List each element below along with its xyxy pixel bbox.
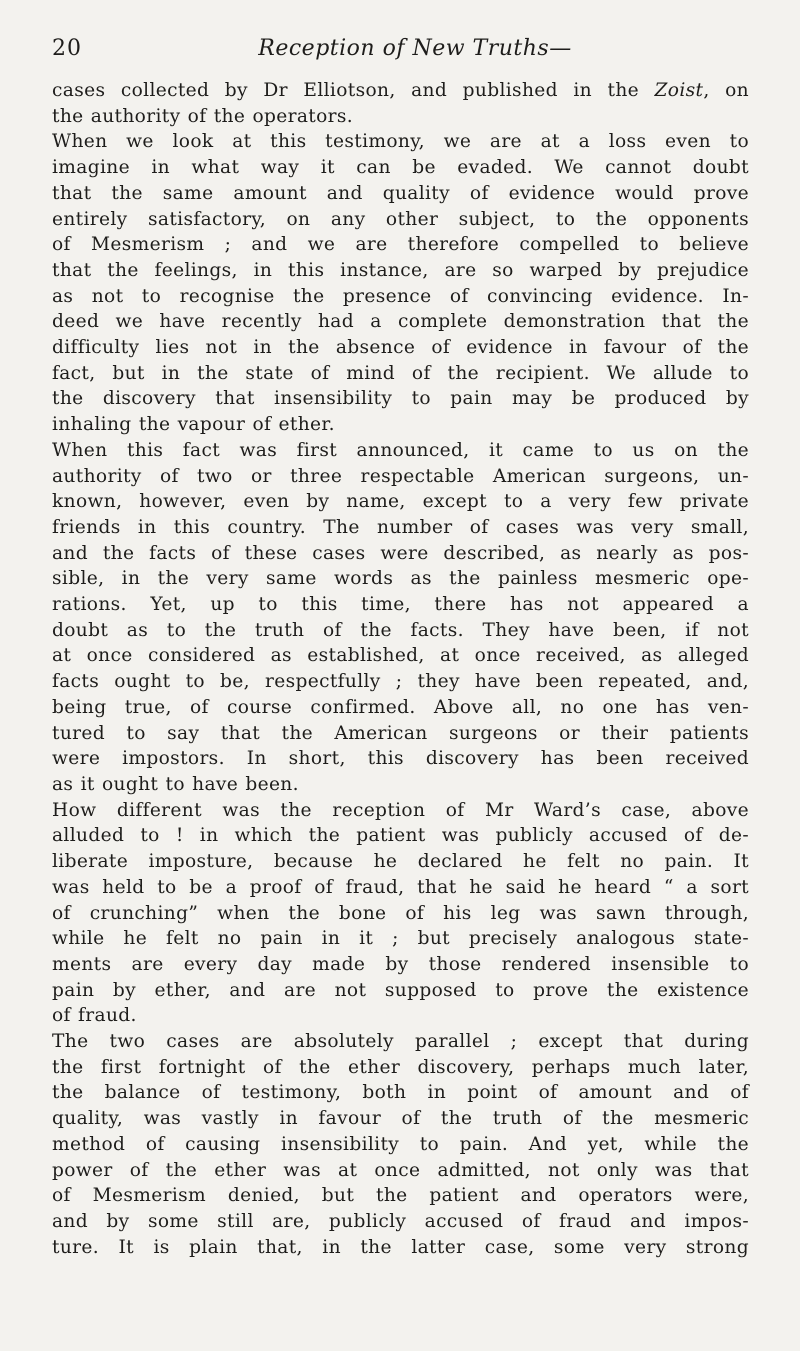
text-line: power of the ether was at once admitted, not only was that [52,1159,749,1181]
text-line: ments are every day made by those rendered insensible to [52,953,749,975]
text-line: of Mesmerism ; and we are therefore compelled to believe [52,234,749,256]
text-line: at once considered as established, at once received, as alleged [52,645,749,667]
text-line: cases collected by Dr Elliotson, and published in the Zoist, on [52,80,749,101]
text-line: known, however, even by name, except to a very few private [52,491,749,513]
text-line: tured to say that the American surgeons or their patients [52,722,749,744]
text-line: as not to recognise the presence of convincing evidence. In- [52,285,749,307]
text-line: were impostors. In short, this discovery has been received [52,748,749,770]
text-line: of crunching” when the bone of his leg was sawn through, [52,902,749,924]
text-line: sible, in the very same words as the painless mesmeric ope- [52,568,749,590]
text-line: liberate imposture, because he declared he felt no pain. It [52,851,749,873]
text-line: and by some still are, publicly accused of fraud and impos- [52,1210,749,1232]
text-line: friends in this country. The number of cases was very small, [52,516,749,538]
page-header [52,36,748,66]
text-line: of fraud. [52,1005,137,1027]
text-line: ture. It is plain that, in the latter case, some very strong [52,1236,749,1258]
text-line: that the feelings, in this instance, are so warped by prejudice [52,259,749,281]
text-line: doubt as to the truth of the facts. They have been, if not [52,619,749,641]
text-line: entirely satisfactory, on any other subject, to the opponents [52,208,749,230]
text-line: The two cases are absolutely parallel ; except that during [52,1031,749,1053]
text-line: When this fact was first announced, it came to us on the [52,439,749,461]
body-text [52,78,749,1260]
text-line: was held to be a proof of fraud, that he said he heard “ a sort [52,876,749,898]
text-line: When we look at this testimony, we are at a loss even to [52,131,749,153]
text-line: as it ought to have been. [52,773,299,795]
text-line: while he felt no pain in it ; but precisely analogous state- [52,928,749,950]
text-line: facts ought to be, respectfully ; they have been repeated, and, [52,671,749,693]
running-head: Reception of New Truths— [258,36,572,61]
text-line: method of causing insensibility to pain. And yet, while the [52,1133,749,1155]
text-line: and the facts of these cases were described, as nearly as pos- [52,542,749,564]
text-line: the first fortnight of the ether discovery, perhaps much later, [52,1056,749,1078]
text-line: deed we have recently had a complete demonstration that the [52,311,749,333]
text-line: pain by ether, and are not supposed to prove the existence [52,979,749,1001]
text-line: being true, of course confirmed. Above all, no one has ven- [52,696,749,718]
text-line: difficulty lies not in the absence of evidence in favour of the [52,337,749,359]
text-line: alluded to ! in which the patient was publicly accused of de- [52,825,749,847]
text-line: inhaling the vapour of ether. [52,414,335,436]
text-line: the balance of testimony, both in point of amount and of [52,1082,749,1104]
text-line: of Mesmerism denied, but the patient and operators were, [52,1185,749,1207]
page-number: 20 [52,36,82,61]
text-line: imagine in what way it can be evaded. We cannot doubt [52,157,749,179]
text-line: authority of two or three respectable American surgeons, un- [52,465,749,487]
text-line: the discovery that insensibility to pain may be produced by [52,388,749,410]
text-line: the authority of the operators. [52,105,354,127]
text-line: that the same amount and quality of evidence would prove [52,182,749,204]
text-line: rations. Yet, up to this time, there has not appeared a [52,594,749,616]
text-line: How different was the reception of Mr Ward’s case, above [52,799,749,821]
text-line: quality, was vastly in favour of the truth of the mesmeric [52,1108,749,1130]
text-line: fact, but in the state of mind of the recipient. We allude to [52,362,749,384]
journal-title: Zoist [654,80,704,101]
